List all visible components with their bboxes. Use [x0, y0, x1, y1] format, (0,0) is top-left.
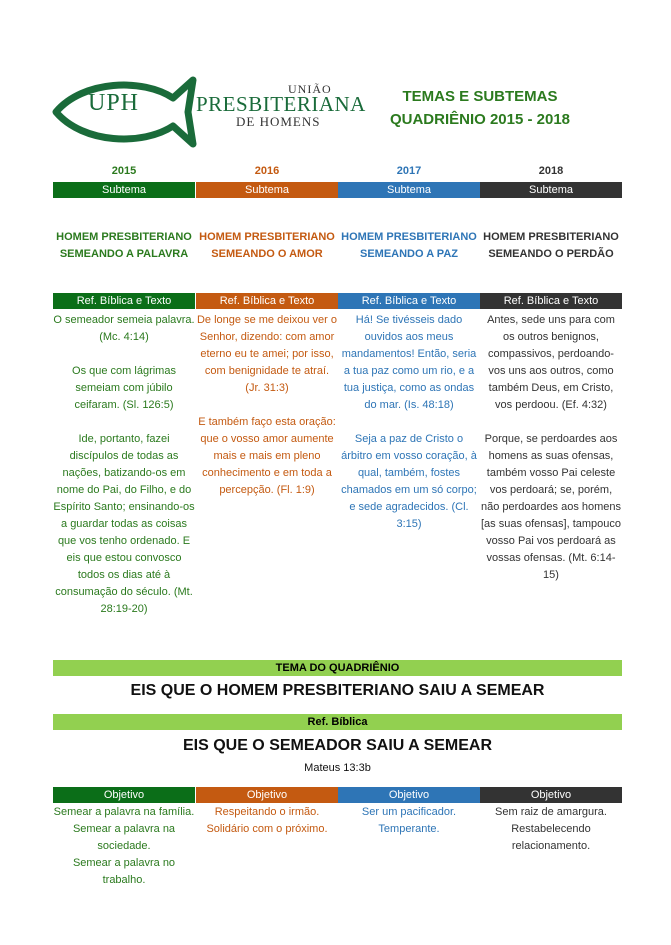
objetivo-header-2015: Objetivo [53, 787, 195, 803]
verse-text: Porque, se perdoardes aos homens as suas ofensas, também vosso Pai celeste vos perdoará; se, porém, não perdoardes aos homens [as suas ofensas], tampouco vosso Pai vos perdoará as vossas ofensas. (Mt. 6:14-15) [480, 433, 622, 581]
logo-abbr: UPH [88, 90, 140, 116]
objetivo-header-2017: Objetivo [338, 787, 480, 803]
objectives-2018 [480, 804, 622, 855]
theme-line: HOMEM PRESBITERIANO [56, 231, 192, 243]
verse-text: Seja a paz de Cristo o árbitro em vosso coração, à qual, também, fostes chamados em um só corpo; e sede agradecidos. (Cl. 3:15) [341, 433, 477, 530]
theme-2018 [480, 229, 622, 263]
theme-2016 [196, 229, 338, 263]
ref-header-2015: Ref. Bíblica e Texto [53, 293, 195, 309]
verse-text: Ide, portanto, fazei discípulos de todas as nações, batizando-os em nome do Pai, do Filho, e do Espírito Santo; ensinando-os a guardar todas as coisas que vos tenho ordenado. E eis que estou convosco todos os dias até à consumação do século. (Mt. 28:19-20) [53, 433, 195, 615]
year-2018: 2018 [538, 165, 564, 177]
logo-homens: DE HOMENS [236, 114, 321, 129]
theme-2017 [338, 229, 480, 263]
verse-text: Há! Se tivésseis dado ouvidos aos meus mandamentos! Então, seria a tua paz como um rio, e a tua justiça, como as ondas do mar. (Is. 48:18) [341, 314, 477, 411]
ref-header-2016: Ref. Bíblica e Texto [196, 293, 338, 309]
objectives-2015 [53, 804, 195, 889]
theme-line: SEMEANDO O PERDÃO [488, 248, 614, 260]
verses-2016 [196, 312, 338, 516]
objetivo-header-2016: Objetivo [196, 787, 338, 803]
verses-2018 [480, 312, 622, 601]
quadrennium-theme: EIS QUE O HOMEM PRESBITERIANO SAIU A SEMEAR [130, 682, 545, 699]
objective-item: Respeitando o irmão. [214, 806, 320, 818]
year-2017: 2017 [396, 165, 422, 177]
subtema-header-2017: Subtema [338, 182, 480, 198]
verse-text: O semeador semeia palavra. (Mc. 4:14) [53, 314, 195, 343]
year-2015: 2015 [111, 165, 137, 177]
objective-item: Restabelecendo relacionamento. [511, 823, 591, 852]
logo-presbiteriana: PRESBITERIANA [196, 92, 366, 116]
verse-text: E também faço esta oração: que o vosso amor aumente mais e mais em pleno conhecimento e em toda a percepção. (Fl. 1:9) [198, 416, 336, 496]
objective-item: Sem raiz de amargura. [495, 806, 607, 818]
objective-item: Solidário com o próximo. [206, 823, 328, 835]
subtema-header-2015: Subtema [53, 182, 195, 198]
quadrennium-label: TEMA DO QUADRIÊNIO [53, 660, 622, 676]
verses-2015 [53, 312, 195, 635]
objective-item: Semear a palavra no trabalho. [72, 857, 176, 886]
ref-biblica-text: EIS QUE O SEMEADOR SAIU A SEMEAR [182, 737, 493, 754]
theme-line: HOMEM PRESBITERIANO [341, 231, 477, 243]
ref-header-2017: Ref. Bíblica e Texto [338, 293, 480, 309]
page-title-line2: QUADRIÊNIO 2015 - 2018 [389, 111, 571, 128]
theme-line: SEMEANDO A PALAVRA [59, 248, 189, 260]
verse-text: Antes, sede uns para com os outros benignos, compassivos, perdoando-vos uns aos outros, como também Deus, em Cristo, vos perdoou. (Ef. 4:32) [487, 314, 615, 411]
theme-line: SEMEANDO O AMOR [211, 248, 323, 260]
uph-logo [48, 72, 366, 152]
verse-text: De longe se me deixou ver o Senhor, dizendo: com amor eterno eu te amei; por isso, com benignidade te atraí. (Jr. 31:3) [196, 314, 338, 394]
theme-line: SEMEANDO A PAZ [360, 248, 458, 260]
verse-text: Os que com lágrimas semeiam com júbilo ceifaram. (Sl. 126:5) [72, 365, 176, 411]
objective-item: Ser um pacificador. [361, 806, 457, 818]
logo-uniao: UNIÃO [288, 82, 332, 96]
ref-citation: Mateus 13:3b [304, 762, 371, 774]
objective-item: Semear a palavra na sociedade. [72, 823, 176, 852]
theme-2015 [53, 229, 195, 263]
theme-line: HOMEM PRESBITERIANO [199, 231, 335, 243]
verses-2017 [338, 312, 480, 550]
subtema-header-2018: Subtema [480, 182, 622, 198]
objectives-2017 [338, 804, 480, 838]
subtema-header-2016: Subtema [196, 182, 338, 198]
year-2016: 2016 [254, 165, 280, 177]
theme-line: HOMEM PRESBITERIANO [483, 231, 619, 243]
objetivo-header-2018: Objetivo [480, 787, 622, 803]
objectives-2016 [196, 804, 338, 838]
ref-biblica-label: Ref. Bíblica [53, 714, 622, 730]
ref-header-2018: Ref. Bíblica e Texto [480, 293, 622, 309]
objective-item: Temperante. [378, 823, 440, 835]
page-title-line1: TEMAS E SUBTEMAS [402, 88, 558, 105]
objective-item: Semear a palavra na família. [53, 806, 195, 818]
